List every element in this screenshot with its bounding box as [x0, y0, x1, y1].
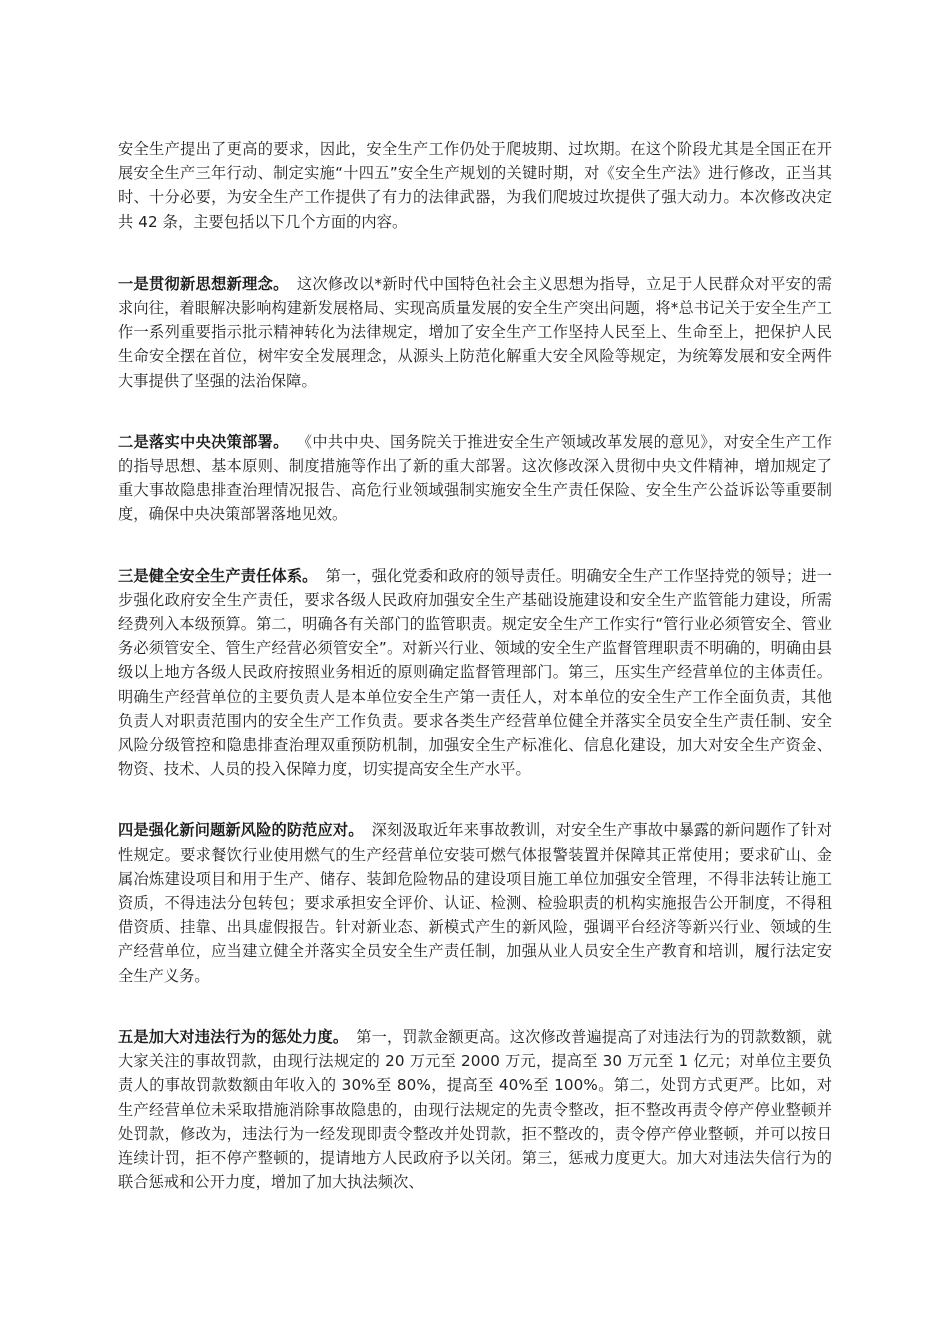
section-heading: 三是健全安全生产责任体系。 — [118, 566, 318, 585]
section-body: 第一，强化党委和政府的领导责任。明确安全生产工作坚持党的领导；进一步强化政府安全生产责任，要求各级人民政府加强安全生产基础设施建设和安全生产监管能力建设，所需经费列入本级预算。第二，明确各有关部门的监管职责。规定安全生产工作实行“管行业必须管安全、管业务必须管安全、管生产经营必须管安全”。对新兴行业、领域的安全生产监督管理职责不明确的，明确由县级以上地方各级人民政府按照业务相近的原则确定监督管理部门。第三，压实生产经营单位的主体责任。明确生产经营单位的主要负责人是本单位安全生产第一责任人，对本单位的安全生产工作全面负责，其他负责人对职责范围内的安全生产工作负责。要求各类生产经营单位健全并落实全员安全生产责任制、安全风险分级管控和隐患排查治理双重预防机制，加强安全生产标准化、信息化建设，加大对安全生产资金、物资、技术、人员的投入保障力度，切实提高安全生产水平。 — [118, 566, 832, 779]
section-heading: 四是强化新问题新风险的防范应对。 — [118, 821, 364, 840]
section-body: 《中共中央、国务院关于推进安全生产领域改革发展的意见》，对安全生产工作的指导思想、基本原则、制度措施等作出了新的重大部署。这次修改深入贯彻中央文件精神，增加规定了重大事故隐患排查治理情况报告、高危行业领域强制实施安全生产责任保险、安全生产公益诉讼等重要制度，确保中央决策部署落地见效。 — [118, 432, 832, 524]
intro-paragraph — [118, 137, 832, 234]
section-paragraph — [118, 272, 832, 393]
section-body: 这次修改以*新时代中国特色社会主义思想为指导，立足于人民群众对平安的需求向往，着眼解决影响构建新发展格局、实现高质量发展的安全生产突出问题，将*总书记关于安全生产工作一系列重要指示批示精神转化为法律规定，增加了安全生产工作坚持人民至上、生命至上，把保护人民生命安全摆在首位，树牢安全发展理念，从源头上防范化解重大安全风险等规定，为统筹发展和安全两件大事提供了坚强的法治保障。 — [118, 274, 832, 390]
section-body: 深刻汲取近年来事故教训，对安全生产事故中暴露的新问题作了针对性规定。要求餐饮行业使用燃气的生产经营单位安装可燃气体报警装置并保障其正常使用；要求矿山、金属冶炼建设项目和用于生产、储存、装卸危险物品的建设项目施工单位加强安全管理，不得非法转让施工资质，不得违法分包转包；要求承担安全评价、认证、检测、检验职责的机构实施报告公开制度，不得租借资质、挂靠、出具虚假报告。针对新业态、新模式产生的新风险，强调平台经济等新兴行业、领域的生产经营单位，应当建立健全并落实全员安全生产责任制，加强从业人员安全生产教育和培训，履行法定安全生产义务。 — [118, 821, 832, 985]
section-heading: 二是落实中央决策部署。 — [118, 432, 289, 451]
section-heading: 一是贯彻新思想新理念。 — [118, 274, 289, 293]
section-paragraph — [118, 818, 832, 987]
section-paragraph — [118, 564, 832, 782]
section-body: 第一，罚款金额更高。这次修改普遍提高了对违法行为的罚款数额，就大家关注的事故罚款，由现行法规定的 20 万元至 2000 万元，提高至 30 万元至 1 亿元；对单位主要负责人的事故罚款数额由年收入的 30%至 80%，提高至 40%至 100%。第二，处罚方式更严。比如，对生产经营单位未采取措施消除事故隐患的，由现行法规定的先责令整改，拒不整改再责令停产停业整顿并处罚款，修改为，违法行为一经发现即责令整改并处罚款，拒不整改的，责令停产停业整顿，并可以按日连续计罚，拒不停产整顿的，提请地方人民政府予以关闭。第三，惩戒力度更大。加大对违法失信行为的联合惩戒和公开力度，增加了加大执法频次、 — [118, 1027, 832, 1192]
section-paragraph — [118, 1025, 832, 1194]
section-paragraph — [118, 430, 832, 527]
intro-text: 安全生产提出了更高的要求，因此，安全生产工作仍处于爬坡期、过坎期。在这个阶段尤其是全国正在开展安全生产三年行动、制定实施“十四五”安全生产规划的关键时期，对《安全生产法》进行修改，正当其时、十分必要，为安全生产工作提供了有力的法律武器，为我们爬坡过坎提供了强大动力。本次修改决定共 42 条，主要包括以下几个方面的内容。 — [118, 140, 832, 231]
section-heading: 五是加大对违法行为的惩处力度。 — [118, 1027, 349, 1046]
